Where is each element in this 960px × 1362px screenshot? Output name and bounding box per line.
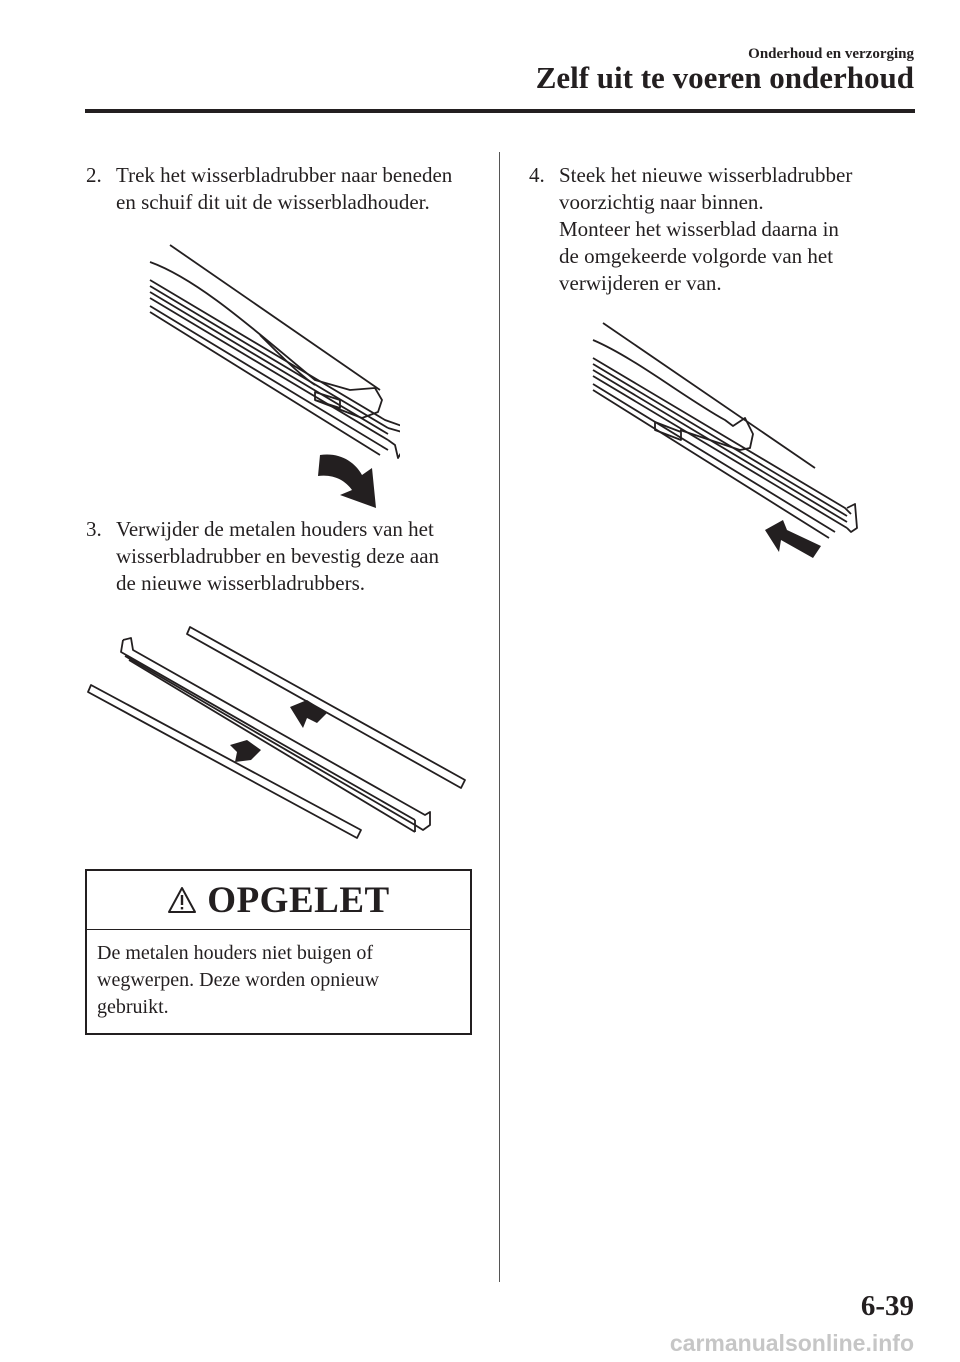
arrow-up-right-icon bbox=[765, 520, 821, 558]
step-line: en schuif dit uit de wisserbladhouder. bbox=[116, 190, 430, 214]
caution-line: wegwerpen. Deze worden opnieuw bbox=[97, 969, 380, 991]
caution-header bbox=[87, 871, 470, 930]
step-line: Verwijder de metalen houders van het bbox=[116, 517, 434, 541]
header-section-label: Onderhoud en verzorging bbox=[748, 46, 914, 62]
step-line: Monteer het wisserblad daarna in bbox=[559, 217, 839, 241]
arrow-down-icon bbox=[318, 454, 376, 508]
step-line: de omgekeerde volgorde van het bbox=[559, 244, 834, 268]
arrow-right-icon bbox=[230, 740, 261, 762]
step-number: 4. bbox=[529, 163, 545, 187]
caution-line: gebruikt. bbox=[97, 996, 169, 1018]
caution-text bbox=[87, 930, 470, 1031]
step-line: wisserbladrubber en bevestig deze aan bbox=[116, 544, 440, 568]
step-line: voorzichtig naar binnen. bbox=[559, 190, 764, 214]
caution-box bbox=[85, 869, 472, 1035]
step-line: verwijderen er van. bbox=[559, 271, 722, 295]
metal-holders-illustration bbox=[85, 620, 470, 845]
step-number: 2. bbox=[86, 163, 102, 187]
step-line: Trek het wisserbladrubber naar beneden bbox=[116, 163, 453, 187]
step-4 bbox=[529, 162, 852, 297]
column-divider bbox=[499, 152, 500, 1282]
step-3 bbox=[86, 516, 439, 597]
warning-triangle-icon bbox=[167, 886, 197, 914]
caution-line: De metalen houders niet buigen of bbox=[97, 942, 374, 964]
page-number: 6-39 bbox=[860, 1290, 914, 1322]
wiper-rubber-insert-illustration bbox=[585, 318, 860, 563]
step-line: de nieuwe wisserbladrubbers. bbox=[116, 571, 366, 595]
watermark: carmanualsonline.info bbox=[669, 1330, 914, 1356]
arrow-left-icon bbox=[290, 700, 327, 728]
header-rule bbox=[85, 109, 915, 113]
wiper-rubber-removal-illustration bbox=[140, 240, 400, 510]
step-number: 3. bbox=[86, 517, 102, 541]
step-line: Steek het nieuwe wisserbladrubber bbox=[559, 163, 853, 187]
page-title: Zelf uit te voeren onderhoud bbox=[535, 60, 914, 95]
caution-title: OPGELET bbox=[207, 879, 390, 921]
step-2 bbox=[86, 162, 452, 216]
